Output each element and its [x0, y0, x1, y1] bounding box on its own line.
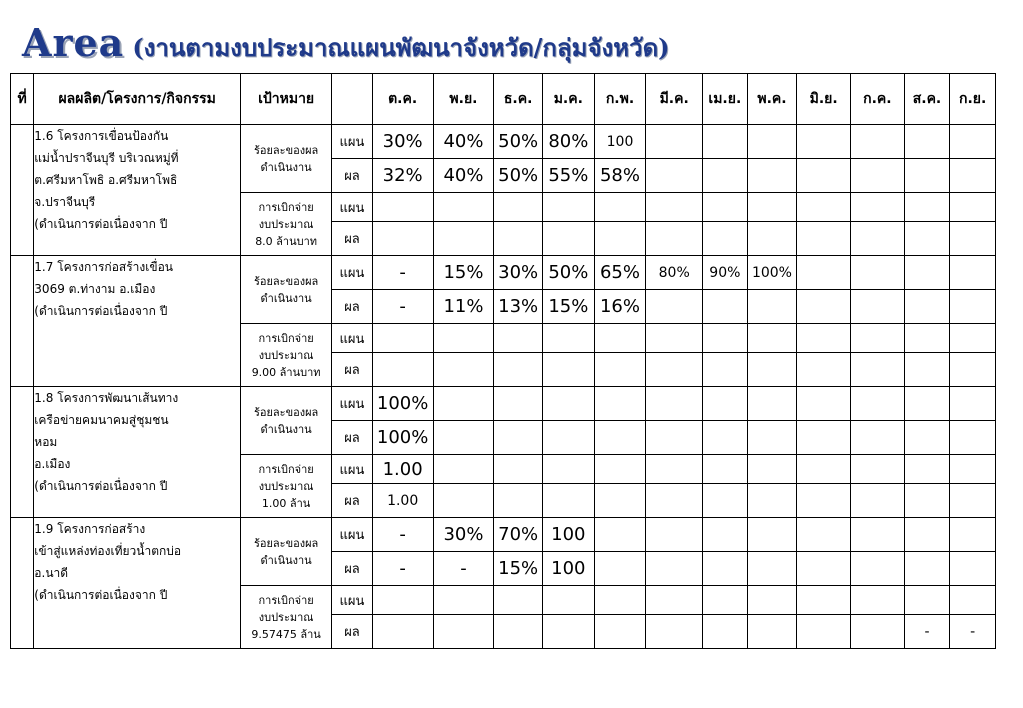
month-value-cell: [372, 586, 433, 615]
column-header: ม.ค.: [542, 74, 594, 125]
month-value-cell: [494, 615, 543, 649]
month-value-cell: [594, 484, 646, 518]
month-value-cell: [797, 455, 851, 484]
month-value-cell: -: [904, 615, 950, 649]
target-line: การเบิกจ่าย: [258, 200, 314, 214]
month-value-cell: [904, 387, 950, 421]
month-value-cell: 100%: [747, 256, 797, 290]
month-value-cell: [950, 324, 996, 353]
month-value-cell: [703, 615, 748, 649]
column-header: มิ.ย.: [797, 74, 851, 125]
project-name-line: 1.8 โครงการพัฒนาเส้นทาง: [34, 391, 179, 405]
month-value-cell: [494, 484, 543, 518]
month-value-cell: [797, 552, 851, 586]
month-value-cell: [594, 518, 646, 552]
month-value-cell: 100%: [372, 387, 433, 421]
project-name-line: (ดำเนินการต่อเนื่องจาก ปี: [34, 479, 168, 493]
project-name-line: แม่น้ำปราจีนบุรี บริเวณหมู่ที่: [34, 151, 179, 165]
month-value-cell: [904, 518, 950, 552]
month-value-cell: [850, 290, 904, 324]
month-value-cell: [950, 222, 996, 256]
month-value-cell: [850, 222, 904, 256]
title-subtitle: (งานตามงบประมาณแผนพัฒนาจังหวัด/กลุ่มจังหวัด): [132, 33, 670, 62]
month-value-cell: [646, 290, 703, 324]
project-name-line: จ.ปราจีนบุรี: [34, 195, 96, 209]
month-value-cell: [646, 586, 703, 615]
month-value-cell: [797, 159, 851, 193]
target-line: งบประมาณ: [258, 348, 314, 362]
month-value-cell: [797, 324, 851, 353]
month-value-cell: [747, 615, 797, 649]
column-header: ธ.ค.: [494, 74, 543, 125]
target-line: ร้อยละของผล: [253, 405, 319, 419]
month-value-cell: [904, 552, 950, 586]
project-name-line: อ.นาดี: [34, 566, 69, 580]
month-value-cell: [904, 484, 950, 518]
project-name-line: ต.ศรีมหาโพธิ อ.ศรีมหาโพธิ: [34, 173, 178, 187]
column-header: ก.ย.: [950, 74, 996, 125]
month-value-cell: [594, 421, 646, 455]
month-value-cell: [904, 455, 950, 484]
result-label: ผล: [332, 353, 373, 387]
month-value-cell: 30%: [494, 256, 543, 290]
month-value-cell: [747, 484, 797, 518]
project-name-line: เข้าสู่แหล่งท่องเที่ยวน้ำตกบ่อ: [34, 544, 182, 558]
month-value-cell: [646, 324, 703, 353]
project-name-cell: [34, 256, 241, 387]
month-value-cell: 80%: [646, 256, 703, 290]
month-value-cell: [594, 387, 646, 421]
month-value-cell: [433, 586, 494, 615]
month-value-cell: [494, 353, 543, 387]
month-value-cell: [542, 324, 594, 353]
month-value-cell: [703, 222, 748, 256]
month-value-cell: [747, 222, 797, 256]
month-value-cell: [850, 193, 904, 222]
month-value-cell: [850, 324, 904, 353]
title-main: Area: [22, 20, 125, 65]
column-header: เม.ย.: [703, 74, 748, 125]
table-row: [11, 256, 996, 290]
month-value-cell: [646, 421, 703, 455]
month-value-cell: 50%: [542, 256, 594, 290]
month-value-cell: [950, 193, 996, 222]
month-value-cell: [594, 615, 646, 649]
project-name-cell: [34, 125, 241, 256]
plan-label: แผน: [332, 518, 373, 552]
month-value-cell: [703, 518, 748, 552]
target-progress-cell: [241, 387, 332, 455]
column-header: ผลผลิต/โครงการ/กิจกรรม: [34, 74, 241, 125]
month-value-cell: [542, 455, 594, 484]
target-line: งบประมาณ: [258, 217, 314, 231]
month-value-cell: [433, 353, 494, 387]
result-label: ผล: [332, 290, 373, 324]
month-value-cell: -: [372, 552, 433, 586]
column-header: เป้าหมาย: [241, 74, 332, 125]
month-value-cell: [747, 387, 797, 421]
month-value-cell: [797, 484, 851, 518]
target-line: 9.00 ล้านบาท: [251, 365, 321, 379]
row-number-cell: [11, 387, 34, 518]
month-value-cell: [747, 455, 797, 484]
plan-label: แผน: [332, 387, 373, 421]
month-value-cell: [703, 455, 748, 484]
month-value-cell: [797, 193, 851, 222]
month-value-cell: [494, 421, 543, 455]
month-value-cell: [950, 353, 996, 387]
project-name-line: (ดำเนินการต่อเนื่องจาก ปี: [34, 304, 168, 318]
target-budget-cell: [241, 586, 332, 649]
month-value-cell: [594, 222, 646, 256]
row-number-cell: [11, 518, 34, 649]
target-progress-cell: [241, 518, 332, 586]
month-value-cell: 15%: [433, 256, 494, 290]
month-value-cell: [646, 193, 703, 222]
target-line: ร้อยละของผล: [253, 536, 319, 550]
project-name-line: เครือข่ายคมนาคมสู่ชุมชน: [34, 413, 169, 427]
target-line: 9.57475 ล้าน: [251, 627, 321, 641]
month-value-cell: [797, 586, 851, 615]
month-value-cell: [850, 387, 904, 421]
project-name-cell: [34, 387, 241, 518]
month-value-cell: [594, 324, 646, 353]
target-budget-cell: [241, 193, 332, 256]
month-value-cell: [494, 586, 543, 615]
project-name-line: (ดำเนินการต่อเนื่องจาก ปี: [34, 217, 168, 231]
month-value-cell: [950, 256, 996, 290]
month-value-cell: [747, 353, 797, 387]
month-value-cell: -: [372, 518, 433, 552]
month-value-cell: 30%: [372, 125, 433, 159]
month-value-cell: [372, 193, 433, 222]
month-value-cell: [850, 159, 904, 193]
month-value-cell: 13%: [494, 290, 543, 324]
month-value-cell: [372, 222, 433, 256]
month-value-cell: [433, 324, 494, 353]
month-value-cell: [372, 353, 433, 387]
month-value-cell: [494, 455, 543, 484]
month-value-cell: [433, 455, 494, 484]
month-value-cell: [494, 324, 543, 353]
result-label: ผล: [332, 159, 373, 193]
month-value-cell: [494, 387, 543, 421]
target-line: งบประมาณ: [258, 610, 314, 624]
month-value-cell: [950, 518, 996, 552]
month-value-cell: -: [950, 615, 996, 649]
column-header: [332, 74, 373, 125]
month-value-cell: [950, 455, 996, 484]
column-header: มี.ค.: [646, 74, 703, 125]
month-value-cell: [850, 353, 904, 387]
month-value-cell: 65%: [594, 256, 646, 290]
month-value-cell: 30%: [433, 518, 494, 552]
column-header: ก.พ.: [594, 74, 646, 125]
month-value-cell: [850, 552, 904, 586]
month-value-cell: 1.00: [372, 455, 433, 484]
target-line: การเบิกจ่าย: [258, 462, 314, 476]
month-value-cell: [904, 290, 950, 324]
month-value-cell: [797, 125, 851, 159]
month-value-cell: 11%: [433, 290, 494, 324]
month-value-cell: 80%: [542, 125, 594, 159]
month-value-cell: 40%: [433, 159, 494, 193]
month-value-cell: [703, 387, 748, 421]
month-value-cell: [747, 586, 797, 615]
month-value-cell: [703, 586, 748, 615]
month-value-cell: [703, 552, 748, 586]
month-value-cell: [646, 387, 703, 421]
month-value-cell: [433, 222, 494, 256]
month-value-cell: -: [372, 256, 433, 290]
month-value-cell: 100: [542, 518, 594, 552]
page-title: [22, 20, 670, 67]
month-value-cell: [703, 353, 748, 387]
month-value-cell: -: [433, 552, 494, 586]
target-line: การเบิกจ่าย: [258, 331, 314, 345]
project-name-line: อ.เมือง: [34, 457, 71, 471]
month-value-cell: [433, 421, 494, 455]
month-value-cell: [747, 552, 797, 586]
row-number-cell: [11, 256, 34, 387]
month-value-cell: [797, 518, 851, 552]
month-value-cell: [747, 324, 797, 353]
result-label: ผล: [332, 552, 373, 586]
target-line: ร้อยละของผล: [253, 143, 319, 157]
month-value-cell: [646, 455, 703, 484]
project-name-line: 1.9 โครงการก่อสร้าง: [34, 522, 146, 536]
month-value-cell: 58%: [594, 159, 646, 193]
target-line: ดำเนินงาน: [260, 160, 312, 174]
month-value-cell: [950, 484, 996, 518]
month-value-cell: [747, 193, 797, 222]
month-value-cell: [850, 518, 904, 552]
month-value-cell: 32%: [372, 159, 433, 193]
month-value-cell: [950, 552, 996, 586]
result-label: ผล: [332, 421, 373, 455]
month-value-cell: [950, 125, 996, 159]
month-value-cell: [542, 615, 594, 649]
plan-label: แผน: [332, 324, 373, 353]
month-value-cell: [542, 387, 594, 421]
month-value-cell: 40%: [433, 125, 494, 159]
month-value-cell: 100: [594, 125, 646, 159]
month-value-cell: [646, 552, 703, 586]
month-value-cell: [594, 353, 646, 387]
month-value-cell: [950, 387, 996, 421]
column-header: ส.ค.: [904, 74, 950, 125]
month-value-cell: [542, 421, 594, 455]
target-progress-cell: [241, 256, 332, 324]
project-name-line: หอม: [34, 435, 58, 449]
target-line: งบประมาณ: [258, 479, 314, 493]
month-value-cell: [747, 518, 797, 552]
month-value-cell: [594, 193, 646, 222]
month-value-cell: [646, 159, 703, 193]
column-header: พ.ย.: [433, 74, 494, 125]
month-value-cell: [904, 159, 950, 193]
month-value-cell: [904, 353, 950, 387]
month-value-cell: [646, 125, 703, 159]
month-value-cell: [797, 353, 851, 387]
target-progress-cell: [241, 125, 332, 193]
month-value-cell: [850, 615, 904, 649]
plan-label: แผน: [332, 455, 373, 484]
month-value-cell: [747, 159, 797, 193]
month-value-cell: [850, 455, 904, 484]
month-value-cell: 15%: [542, 290, 594, 324]
month-value-cell: [850, 586, 904, 615]
project-name-line: 1.6 โครงการเขื่อนป้องกัน: [34, 129, 169, 143]
month-value-cell: [646, 518, 703, 552]
project-name-line: 3069 ต.ท่างาม อ.เมือง: [34, 282, 156, 296]
month-value-cell: 15%: [494, 552, 543, 586]
month-value-cell: [904, 256, 950, 290]
target-line: 8.0 ล้านบาท: [255, 234, 318, 248]
month-value-cell: [494, 222, 543, 256]
month-value-cell: [950, 290, 996, 324]
month-value-cell: [542, 193, 594, 222]
month-value-cell: [904, 421, 950, 455]
column-header: พ.ค.: [747, 74, 797, 125]
month-value-cell: [494, 193, 543, 222]
month-value-cell: [433, 615, 494, 649]
month-value-cell: [850, 484, 904, 518]
column-header: ที่: [11, 74, 34, 125]
table-row: [11, 387, 996, 421]
month-value-cell: [433, 193, 494, 222]
plan-label: แผน: [332, 193, 373, 222]
table-header-row: [11, 74, 996, 125]
month-value-cell: [542, 586, 594, 615]
month-value-cell: [703, 159, 748, 193]
month-value-cell: [850, 256, 904, 290]
month-value-cell: [747, 125, 797, 159]
row-number-cell: [11, 125, 34, 256]
target-budget-cell: [241, 455, 332, 518]
month-value-cell: [372, 615, 433, 649]
month-value-cell: [703, 324, 748, 353]
month-value-cell: 100: [542, 552, 594, 586]
month-value-cell: [646, 615, 703, 649]
result-label: ผล: [332, 615, 373, 649]
month-value-cell: 90%: [703, 256, 748, 290]
month-value-cell: 55%: [542, 159, 594, 193]
result-label: ผล: [332, 222, 373, 256]
month-value-cell: [542, 222, 594, 256]
table-row: [11, 518, 996, 552]
month-value-cell: [950, 421, 996, 455]
month-value-cell: [904, 222, 950, 256]
month-value-cell: [904, 193, 950, 222]
month-value-cell: [433, 387, 494, 421]
month-value-cell: [904, 586, 950, 615]
column-header: ต.ค.: [372, 74, 433, 125]
month-value-cell: [646, 353, 703, 387]
project-plan-table: [10, 73, 996, 649]
month-value-cell: [850, 125, 904, 159]
month-value-cell: [703, 125, 748, 159]
target-line: ดำเนินงาน: [260, 291, 312, 305]
target-line: การเบิกจ่าย: [258, 593, 314, 607]
month-value-cell: [850, 421, 904, 455]
month-value-cell: 70%: [494, 518, 543, 552]
month-value-cell: [542, 484, 594, 518]
table-row: [11, 125, 996, 159]
month-value-cell: [703, 421, 748, 455]
month-value-cell: [904, 125, 950, 159]
month-value-cell: [797, 256, 851, 290]
month-value-cell: [904, 324, 950, 353]
month-value-cell: [594, 552, 646, 586]
month-value-cell: [703, 290, 748, 324]
month-value-cell: [594, 455, 646, 484]
month-value-cell: -: [372, 290, 433, 324]
month-value-cell: [797, 290, 851, 324]
month-value-cell: [797, 615, 851, 649]
target-line: ดำเนินงาน: [260, 422, 312, 436]
month-value-cell: [646, 484, 703, 518]
target-line: ดำเนินงาน: [260, 553, 312, 567]
month-value-cell: 50%: [494, 125, 543, 159]
month-value-cell: 50%: [494, 159, 543, 193]
month-value-cell: [703, 484, 748, 518]
month-value-cell: [433, 484, 494, 518]
month-value-cell: [950, 586, 996, 615]
plan-label: แผน: [332, 256, 373, 290]
month-value-cell: [703, 193, 748, 222]
month-value-cell: [797, 421, 851, 455]
plan-label: แผน: [332, 586, 373, 615]
month-value-cell: [747, 290, 797, 324]
column-header: ก.ค.: [850, 74, 904, 125]
month-value-cell: [797, 387, 851, 421]
month-value-cell: 100%: [372, 421, 433, 455]
month-value-cell: 1.00: [372, 484, 433, 518]
target-line: 1.00 ล้าน: [261, 496, 311, 510]
target-line: ร้อยละของผล: [253, 274, 319, 288]
result-label: ผล: [332, 484, 373, 518]
month-value-cell: [594, 586, 646, 615]
plan-label: แผน: [332, 125, 373, 159]
month-value-cell: [372, 324, 433, 353]
project-name-line: (ดำเนินการต่อเนื่องจาก ปี: [34, 588, 168, 602]
month-value-cell: [747, 421, 797, 455]
month-value-cell: 16%: [594, 290, 646, 324]
month-value-cell: [646, 222, 703, 256]
project-name-line: 1.7 โครงการก่อสร้างเขื่อน: [34, 260, 173, 274]
month-value-cell: [950, 159, 996, 193]
month-value-cell: [542, 353, 594, 387]
month-value-cell: [797, 222, 851, 256]
target-budget-cell: [241, 324, 332, 387]
project-name-cell: [34, 518, 241, 649]
